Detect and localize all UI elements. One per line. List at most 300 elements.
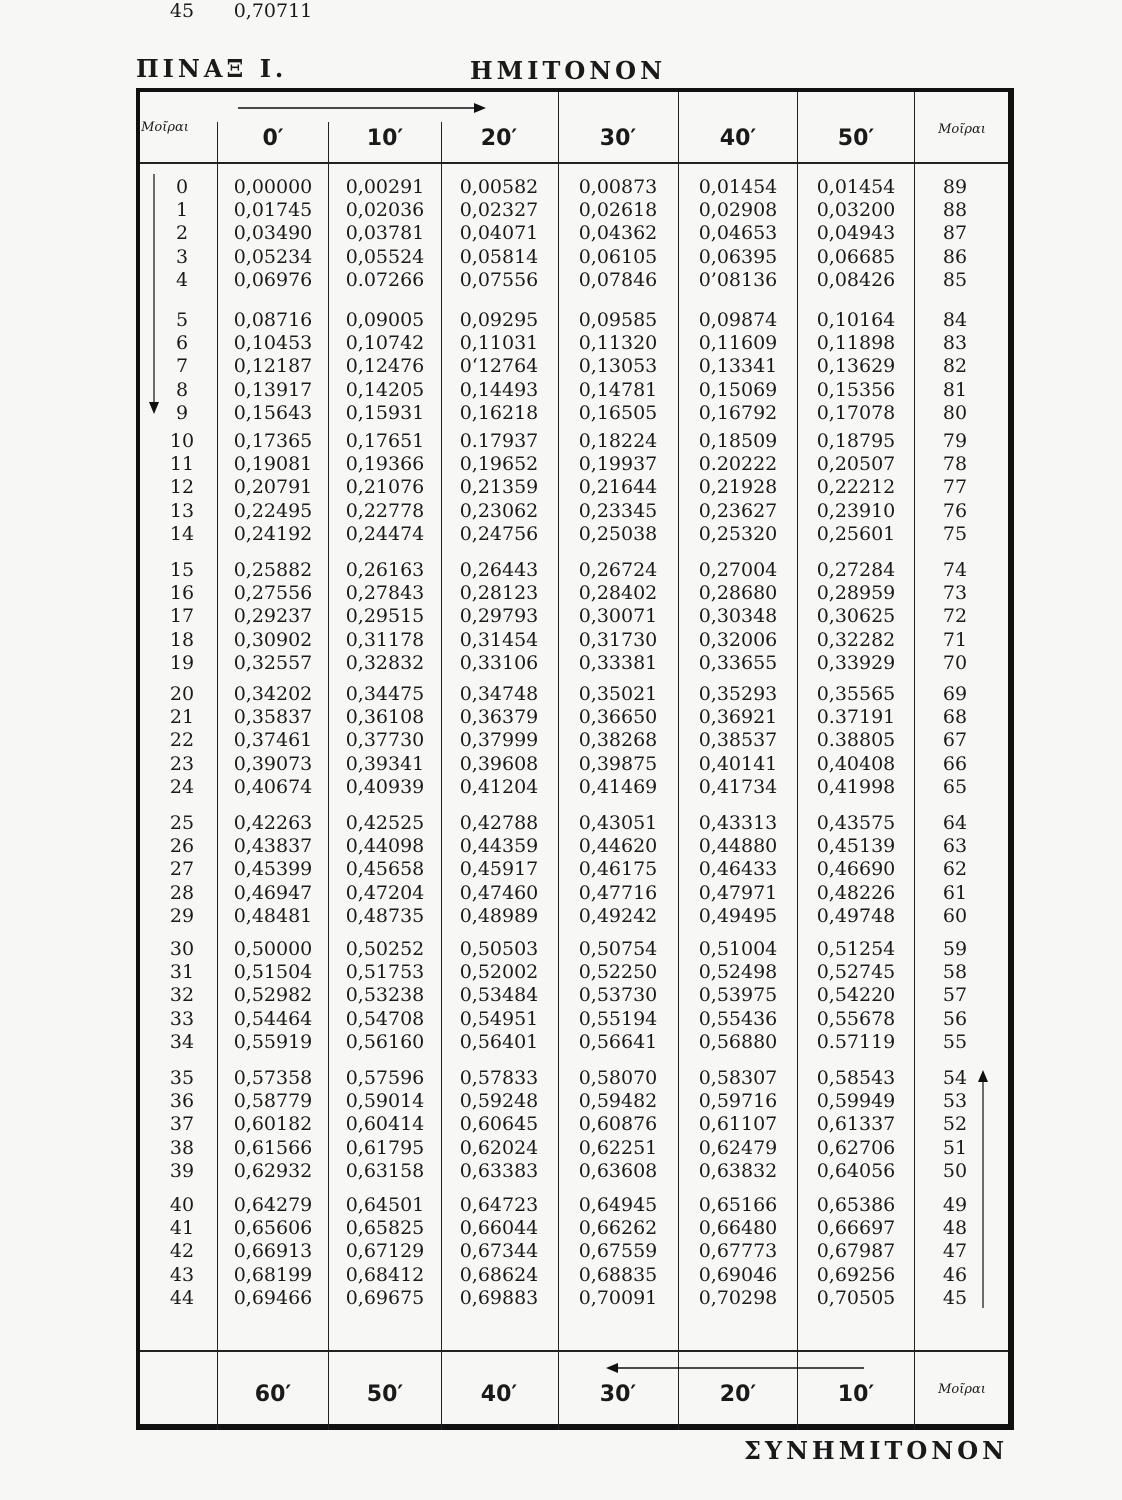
sine-value-cell: 0,60645 [459, 1113, 539, 1136]
sine-value-cell: 0,19937 [578, 453, 658, 476]
sine-value-cell: 0,32282 [816, 628, 896, 651]
sine-value-cell: 0,58070 [578, 1067, 658, 1089]
sine-value-cell: 0,18224 [578, 430, 658, 452]
degree-cell: 33 [169, 1007, 195, 1030]
degree-cell: 27 [169, 858, 195, 881]
complement-degree-cell: 47 [942, 1240, 968, 1263]
sine-value-cell: 0,53730 [578, 984, 658, 1007]
sine-value-cell: 0,06976 [233, 268, 313, 291]
sine-value-cell: 0,20791 [233, 476, 313, 499]
sine-value-cell: 0,06395 [698, 245, 778, 268]
sine-value-cell: 0,21076 [345, 476, 425, 499]
table-row [140, 0, 1008, 23]
complement-degree-cell: 60 [942, 904, 968, 927]
table-row [140, 629, 1008, 652]
sine-value-cell: 0,00873 [578, 176, 658, 198]
sine-value-cell: 0,19652 [459, 453, 539, 476]
footer-rule [140, 1350, 1008, 1352]
sine-value-cell: 0,29237 [233, 605, 313, 628]
sine-value-cell: 0,64945 [578, 1194, 658, 1216]
sine-value-cell: 0,57358 [233, 1067, 313, 1089]
sine-value-cell: 0,21359 [459, 476, 539, 499]
sine-value-cell: 0,11898 [816, 332, 896, 355]
sine-value-cell: 0,22212 [816, 476, 896, 499]
top-minute-header: 30′ [599, 126, 637, 151]
sine-value-cell: 0,34748 [459, 683, 539, 705]
complement-degree-cell: 79 [942, 430, 968, 452]
degree-cell: 26 [169, 835, 195, 858]
sine-value-cell: 0,15931 [345, 401, 425, 424]
table-label: ΠΙΝΑΞ Ι. [136, 54, 288, 83]
sine-value-cell: 0,28959 [816, 582, 896, 605]
sine-value-cell: 0,64501 [345, 1194, 425, 1216]
degree-cell: 9 [175, 401, 189, 424]
sine-value-cell: 0,21644 [578, 476, 658, 499]
complement-degree-cell: 62 [942, 858, 968, 881]
sine-value-cell: 0,52002 [459, 961, 539, 984]
sine-value-cell: 0,47204 [345, 881, 425, 904]
sine-value-cell: 0,40408 [816, 752, 896, 775]
table-row [140, 905, 1008, 928]
sine-value-cell: 0,09295 [459, 309, 539, 331]
sine-value-cell: 0,01454 [698, 176, 778, 198]
sine-value-cell: 0,48481 [233, 904, 313, 927]
sine-value-cell: 0,02908 [698, 199, 778, 222]
degree-cell: 32 [169, 984, 195, 1007]
sine-value-cell: 0,47716 [578, 881, 658, 904]
sine-value-cell: 0,51004 [698, 938, 778, 960]
complement-degree-cell: 77 [942, 476, 968, 499]
sine-value-cell: 0,56160 [345, 1030, 425, 1053]
sine-value-cell: 0,56401 [459, 1030, 539, 1053]
table-row [140, 355, 1008, 378]
complement-degree-cell: 87 [942, 222, 968, 245]
sine-value-cell: 0,55436 [698, 1007, 778, 1030]
degree-cell: 1 [175, 199, 189, 222]
sine-value-cell: 0,36921 [698, 706, 778, 729]
sine-value-cell: 0,17078 [816, 401, 896, 424]
complement-degree-cell: 73 [942, 582, 968, 605]
sine-value-cell: 0,34475 [345, 683, 425, 705]
sine-value-cell: 0,25882 [233, 559, 313, 581]
complement-degree-cell: 83 [942, 332, 968, 355]
sine-value-cell: 0,08426 [816, 268, 896, 291]
degree-cell: 7 [175, 355, 189, 378]
sine-value-cell: 0,67129 [345, 1240, 425, 1263]
table-row [140, 1217, 1008, 1240]
sine-value-cell: 0,46947 [233, 881, 313, 904]
sine-value-cell: 0,22495 [233, 499, 313, 522]
sine-value-cell: 0,45917 [459, 858, 539, 881]
table-row [140, 961, 1008, 984]
sine-value-cell: 0,04071 [459, 222, 539, 245]
sine-value-cell: 0,31730 [578, 628, 658, 651]
complement-degree-cell: 58 [942, 961, 968, 984]
sine-value-cell: 0,30625 [816, 605, 896, 628]
sine-value-cell: 0,40141 [698, 752, 778, 775]
sine-value-cell: 0,65825 [345, 1217, 425, 1240]
degree-cell: 0 [175, 176, 189, 198]
sine-value-cell: 0,62932 [233, 1159, 313, 1182]
table-row [140, 523, 1008, 546]
complement-degree-cell: 82 [942, 355, 968, 378]
sine-value-cell: 0,70298 [698, 1286, 778, 1309]
table-row [140, 199, 1008, 222]
degree-cell: 4 [175, 268, 189, 291]
sine-value-cell: 0,16505 [578, 401, 658, 424]
sine-value-cell: 0,16792 [698, 401, 778, 424]
table-row [140, 1194, 1008, 1217]
sine-value-cell: 0,63383 [459, 1159, 539, 1182]
complement-degree-cell: 89 [942, 176, 968, 198]
table-row [140, 753, 1008, 776]
complement-degree-cell: 56 [942, 1007, 968, 1030]
sine-value-cell: 0,66697 [816, 1217, 896, 1240]
degree-cell: 12 [169, 476, 195, 499]
degree-cell: 23 [169, 752, 195, 775]
complement-degree-cell: 45 [942, 1286, 968, 1309]
complement-degree-cell: 59 [942, 938, 968, 960]
sine-value-cell: 0,37461 [233, 729, 313, 752]
table-row [140, 379, 1008, 402]
bottom-minute-header: 40′ [480, 1382, 518, 1407]
sine-value-cell: 0,35293 [698, 683, 778, 705]
top-minute-header: 0′ [262, 126, 284, 151]
sine-value-cell: 0,60414 [345, 1113, 425, 1136]
table-row [140, 309, 1008, 332]
degree-cell: 44 [169, 1286, 195, 1309]
sine-value-cell: 0,62706 [816, 1136, 896, 1159]
sine-value-cell: 0,69256 [816, 1263, 896, 1286]
bottom-minute-header: 30′ [599, 1382, 637, 1407]
complement-degree-cell: 85 [942, 268, 968, 291]
degree-cell: 37 [169, 1113, 195, 1136]
table-row [140, 222, 1008, 245]
sine-value-cell: 0,10742 [345, 332, 425, 355]
sine-value-cell: 0,51504 [233, 961, 313, 984]
sine-value-cell: 0,39073 [233, 752, 313, 775]
sine-value-cell: 0,59014 [345, 1090, 425, 1113]
sine-value-cell: 0,58307 [698, 1067, 778, 1089]
degree-cell: 35 [169, 1067, 195, 1089]
degree-cell: 20 [169, 683, 195, 705]
degree-cell: 2 [175, 222, 189, 245]
sine-value-cell: 0,62251 [578, 1136, 658, 1159]
sine-value-cell: 0,05524 [345, 245, 425, 268]
sine-value-cell: 0,17651 [345, 430, 425, 452]
sine-value-cell: 0,67987 [816, 1240, 896, 1263]
table-row [140, 1160, 1008, 1183]
sine-value-cell: 0,57596 [345, 1067, 425, 1089]
sine-value-cell: 0,55678 [816, 1007, 896, 1030]
sine-value-cell: 0‘12764 [459, 355, 539, 378]
sine-value-cell: 0,30902 [233, 628, 313, 651]
sine-value-cell: 0,59482 [578, 1090, 658, 1113]
table-row [140, 476, 1008, 499]
table-row [140, 729, 1008, 752]
sine-value-cell: 0,13917 [233, 378, 313, 401]
table-row [140, 858, 1008, 881]
degree-cell: 10 [169, 430, 195, 452]
sine-value-cell: 0,32832 [345, 651, 425, 674]
degree-cell: 17 [169, 605, 195, 628]
sine-value-cell: 0,08716 [233, 309, 313, 331]
sine-value-cell: 0,02618 [578, 199, 658, 222]
sine-value-cell: 0,66044 [459, 1217, 539, 1240]
table-row [140, 582, 1008, 605]
table-row [140, 559, 1008, 582]
sine-value-cell: 0,48226 [816, 881, 896, 904]
degree-cell: 39 [169, 1159, 195, 1182]
sine-value-cell: 0,42263 [233, 812, 313, 834]
sine-value-cell: 0,13629 [816, 355, 896, 378]
sine-value-cell: 0,33106 [459, 651, 539, 674]
sine-value-cell: 0,45139 [816, 835, 896, 858]
sine-value-cell: 0,60876 [578, 1113, 658, 1136]
table-row [140, 776, 1008, 799]
sine-value-cell: 0,36379 [459, 706, 539, 729]
sine-value-cell: 0,18509 [698, 430, 778, 452]
complement-degree-cell: 52 [942, 1113, 968, 1136]
degree-cell: 14 [169, 522, 195, 545]
degree-cell: 38 [169, 1136, 195, 1159]
degree-cell: 36 [169, 1090, 195, 1113]
sine-value-cell: 0,05814 [459, 245, 539, 268]
table-row [140, 882, 1008, 905]
complement-degree-cell: 68 [942, 706, 968, 729]
sine-value-cell: 0,23910 [816, 499, 896, 522]
sine-value-cell: 0,46690 [816, 858, 896, 881]
sine-value-cell: 0,38268 [578, 729, 658, 752]
sine-value-cell: 0,39608 [459, 752, 539, 775]
sine-value-cell: 0,68835 [578, 1263, 658, 1286]
sine-value-cell: 0.38805 [816, 729, 896, 752]
sine-value-cell: 0,03781 [345, 222, 425, 245]
sine-value-cell: 0,36108 [345, 706, 425, 729]
sine-value-cell: 0,63832 [698, 1159, 778, 1182]
sine-value-cell: 0,09874 [698, 309, 778, 331]
table-row [140, 269, 1008, 292]
sine-value-cell: 0,27843 [345, 582, 425, 605]
bottom-minute-header: 20′ [719, 1382, 757, 1407]
degree-cell: 15 [169, 559, 195, 581]
degree-cell: 42 [169, 1240, 195, 1263]
complement-degree-cell: 72 [942, 605, 968, 628]
complement-degree-cell: 53 [942, 1090, 968, 1113]
degree-cell: 13 [169, 499, 195, 522]
table-row [140, 453, 1008, 476]
table-row [140, 605, 1008, 628]
sine-value-cell: 0,23627 [698, 499, 778, 522]
sine-value-cell: 0,03200 [816, 199, 896, 222]
complement-degree-cell: 64 [942, 812, 968, 834]
sine-value-cell: 0,41734 [698, 775, 778, 798]
sine-value-cell: 0,63608 [578, 1159, 658, 1182]
sine-value-cell: 0,30348 [698, 605, 778, 628]
sine-value-cell: 0,26724 [578, 559, 658, 581]
sine-value-cell: 0,04943 [816, 222, 896, 245]
sine-value-cell: 0’08136 [698, 268, 778, 291]
table-row [140, 652, 1008, 675]
table-row [140, 1287, 1008, 1310]
sine-value-cell: 0,67773 [698, 1240, 778, 1263]
complement-degree-cell: 46 [942, 1263, 968, 1286]
sine-value-cell: 0,07556 [459, 268, 539, 291]
sine-value-cell: 0,45658 [345, 858, 425, 881]
degree-cell: 41 [169, 1217, 195, 1240]
sine-value-cell: 0,37730 [345, 729, 425, 752]
top-left-moirai-label: Μοῖραι [141, 120, 189, 135]
table-row [140, 984, 1008, 1007]
sine-value-cell: 0,44359 [459, 835, 539, 858]
sine-value-cell: 0,69883 [459, 1286, 539, 1309]
sine-value-cell: 0,27004 [698, 559, 778, 581]
table-row [140, 1090, 1008, 1113]
sine-value-cell: 0,13341 [698, 355, 778, 378]
sine-value-cell: 0,46433 [698, 858, 778, 881]
header-rule [140, 162, 1008, 164]
table-row [140, 430, 1008, 453]
sine-value-cell: 0,11031 [459, 332, 539, 355]
sine-value-cell: 0,24474 [345, 522, 425, 545]
sine-value-cell: 0,48735 [345, 904, 425, 927]
degree-cell: 29 [169, 904, 195, 927]
sine-value-cell: 0,25038 [578, 522, 658, 545]
sine-value-cell: 0,01454 [816, 176, 896, 198]
degree-cell: 6 [175, 332, 189, 355]
sine-value-cell: 0,41998 [816, 775, 896, 798]
top-minute-header: 10′ [366, 126, 404, 151]
sine-value-cell: 0,09005 [345, 309, 425, 331]
bottom-right-moirai-label: Μοῖραι [938, 1382, 986, 1397]
degree-cell: 8 [175, 378, 189, 401]
sine-value-cell: 0,44620 [578, 835, 658, 858]
sine-value-cell: 0,42525 [345, 812, 425, 834]
table-row [140, 1067, 1008, 1090]
complement-degree-cell: 57 [942, 984, 968, 1007]
complement-degree-cell: 78 [942, 453, 968, 476]
sine-value-cell: 0,61795 [345, 1136, 425, 1159]
sine-value-cell: 0,58543 [816, 1067, 896, 1089]
sine-value-cell: 0,13053 [578, 355, 658, 378]
complement-degree-cell: 80 [942, 401, 968, 424]
complement-degree-cell: 75 [942, 522, 968, 545]
complement-degree-cell: 69 [942, 683, 968, 705]
degree-cell: 34 [169, 1030, 195, 1053]
sine-value-cell: 0,49242 [578, 904, 658, 927]
complement-degree-cell: 84 [942, 309, 968, 331]
top-minute-header: 50′ [837, 126, 875, 151]
sine-value-cell: 0,58779 [233, 1090, 313, 1113]
arrow-left-icon [604, 1360, 866, 1376]
sine-value-cell: 0,54708 [345, 1007, 425, 1030]
complement-degree-cell: 86 [942, 245, 968, 268]
top-minute-header: 20′ [480, 126, 518, 151]
degree-cell: 19 [169, 651, 195, 674]
sine-value-cell: 0,68199 [233, 1263, 313, 1286]
sine-value-cell: 0,65166 [698, 1194, 778, 1216]
complement-degree-cell: 76 [942, 499, 968, 522]
sine-value-cell: 0,43313 [698, 812, 778, 834]
sine-value-cell: 0,30071 [578, 605, 658, 628]
sine-value-cell: 0,57833 [459, 1067, 539, 1089]
sine-value-cell: 0,09585 [578, 309, 658, 331]
sine-value-cell: 0,35021 [578, 683, 658, 705]
sine-value-cell: 0,27556 [233, 582, 313, 605]
sine-value-cell: 0,64279 [233, 1194, 313, 1216]
sine-value-cell: 0,50503 [459, 938, 539, 960]
sine-value-cell: 0,01745 [233, 199, 313, 222]
sine-value-cell: 0,55194 [578, 1007, 658, 1030]
complement-degree-cell: 50 [942, 1159, 968, 1182]
sine-value-cell: 0,11320 [578, 332, 658, 355]
complement-degree-cell: 51 [942, 1136, 968, 1159]
sine-value-cell: 0,44880 [698, 835, 778, 858]
complement-degree-cell: 63 [942, 835, 968, 858]
degree-cell: 22 [169, 729, 195, 752]
degree-cell: 45 [169, 0, 195, 22]
sine-value-cell: 0,31178 [345, 628, 425, 651]
degree-cell: 21 [169, 706, 195, 729]
sine-value-cell: 0,11609 [698, 332, 778, 355]
sine-value-cell: 0,36650 [578, 706, 658, 729]
sine-value-cell: 0,28680 [698, 582, 778, 605]
sine-value-cell: 0,53484 [459, 984, 539, 1007]
sine-value-cell: 0,19081 [233, 453, 313, 476]
sine-value-cell: 0,53975 [698, 984, 778, 1007]
sine-value-cell: 0,42788 [459, 812, 539, 834]
complement-degree-cell: 61 [942, 881, 968, 904]
sine-value-cell: 0,28123 [459, 582, 539, 605]
sine-value-cell: 0,69466 [233, 1286, 313, 1309]
complement-degree-cell: 54 [942, 1067, 968, 1089]
sine-value-cell: 0,52498 [698, 961, 778, 984]
sine-value-cell: 0,25320 [698, 522, 778, 545]
sine-value-cell: 0,44098 [345, 835, 425, 858]
sine-value-cell: 0,66913 [233, 1240, 313, 1263]
sine-value-cell: 0,56641 [578, 1030, 658, 1053]
sine-value-cell: 0,34202 [233, 683, 313, 705]
degree-cell: 18 [169, 628, 195, 651]
degree-cell: 25 [169, 812, 195, 834]
sine-value-cell: 0.57119 [816, 1030, 896, 1053]
sine-value-cell: 0,37999 [459, 729, 539, 752]
sine-value-cell: 0,02327 [459, 199, 539, 222]
sine-value-cell: 0,04653 [698, 222, 778, 245]
sine-value-cell: 0,39341 [345, 752, 425, 775]
sine-value-cell: 0,43051 [578, 812, 658, 834]
degree-cell: 24 [169, 775, 195, 798]
sine-value-cell: 0,62024 [459, 1136, 539, 1159]
sine-value-cell: 0,59949 [816, 1090, 896, 1113]
sine-value-cell: 0,65386 [816, 1194, 896, 1216]
table-row [140, 1113, 1008, 1136]
page-title: ΗΜΙΤΟΝΟΝ [470, 56, 667, 85]
degree-cell: 30 [169, 938, 195, 960]
arrow-right-icon [236, 100, 488, 116]
sine-value-cell: 0,10164 [816, 309, 896, 331]
table-row [140, 706, 1008, 729]
table-row [140, 1137, 1008, 1160]
sine-value-cell: 0,59716 [698, 1090, 778, 1113]
sine-value-cell: 0,35837 [233, 706, 313, 729]
sine-value-cell: 0,12476 [345, 355, 425, 378]
complement-degree-cell: 70 [942, 651, 968, 674]
sine-value-cell: 0,33929 [816, 651, 896, 674]
degree-cell: 16 [169, 582, 195, 605]
table-row [140, 402, 1008, 425]
sine-value-cell: 0,43837 [233, 835, 313, 858]
